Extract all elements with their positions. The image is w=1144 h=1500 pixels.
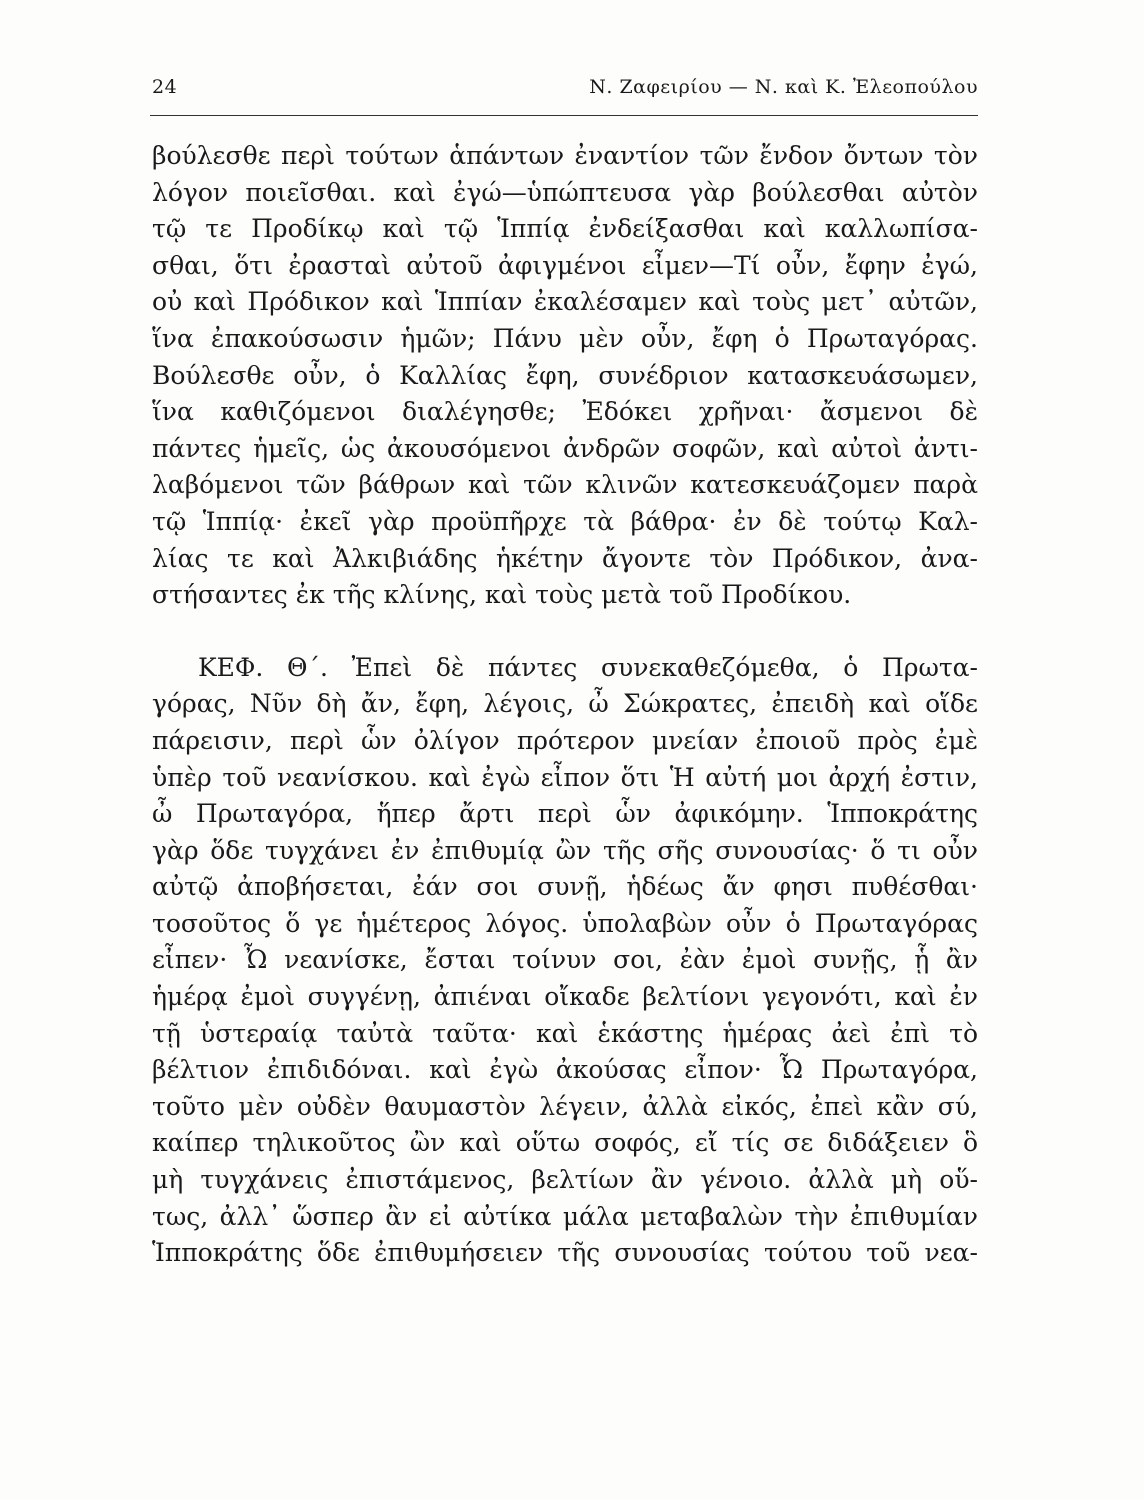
text-line: τῇ ὑστεραίᾳ ταὐτὰ ταῦτα· καὶ ἑκάστης ἡμέρας ἀεὶ ἐπὶ τὸ bbox=[152, 1018, 978, 1048]
text-line: γόρας, Νῦν δὴ ἄν, ἔφη, λέγοις, ὦ Σώκρατες, ἐπειδὴ καὶ οἵδε bbox=[152, 689, 978, 719]
text-line: γὰρ ὅδε τυγχάνει ἐν ἐπιθυμίᾳ ὢν τῆς σῆς συνουσίας· ὅ τι οὖν bbox=[152, 835, 978, 865]
text-line: τως, ἀλλ᾽ ὥσπερ ἂν εἰ αὐτίκα μάλα μεταβαλὼν τὴν ἐπιθυμίαν bbox=[152, 1201, 978, 1231]
text-line: βέλτιον ἐπιδιδόναι. καὶ ἐγὼ ἀκούσας εἶπον· Ὦ Πρωταγόρα, bbox=[152, 1055, 978, 1085]
text-line: τοσοῦτος ὅ γε ἡμέτερος λόγος. ὑπολαβὼν οὖν ὁ Πρωταγόρας bbox=[152, 908, 978, 938]
header-rule bbox=[150, 115, 978, 116]
text-line: ἡμέρᾳ ἐμοὶ συγγένῃ, ἀπιέναι οἴκαδε βελτίονι γεγονότι, καὶ ἐν bbox=[152, 982, 978, 1012]
text-line: ἵνα ἐπακούσωσιν ἡμῶν; Πάνυ μὲν οὖν, ἔφη ὁ Πρωταγόρας. bbox=[152, 323, 978, 353]
text-line: μὴ τυγχάνεις ἐπιστάμενος, βελτίων ἂν γένοιο. ἀλλὰ μὴ οὕ- bbox=[152, 1165, 978, 1195]
text-line: πάντες ἡμεῖς, ὡς ἀκουσόμενοι ἀνδρῶν σοφῶν, καὶ αὐτοὶ ἀντι- bbox=[152, 433, 978, 463]
text-line: στήσαντες ἐκ τῆς κλίνης, καὶ τοὺς μετὰ τοῦ Προδίκου. bbox=[152, 580, 852, 610]
text-line: τῷ Ἱππίᾳ· ἐκεῖ γὰρ προϋπῆρχε τὰ βάθρα· ἐν δὲ τούτῳ Καλ- bbox=[152, 506, 978, 536]
paragraph-1 bbox=[152, 138, 978, 614]
running-title: Ν. Ζαφειρίου — Ν. καὶ Κ. Ἐλεοπούλου bbox=[589, 76, 978, 98]
chapter-heading-line: ΚΕΦ. Θ΄. Ἐπεὶ δὲ πάντες συνεκαθεζόμεθα, ὁ Πρωτα- bbox=[198, 652, 978, 682]
text-line: πάρεισιν, περὶ ὧν ὀλίγον πρότερον μνείαν ἐποιοῦ πρὸς ἐμὲ bbox=[152, 725, 978, 755]
text-line: λίας τε καὶ Ἀλκιβιάδης ἡκέτην ἄγοντε τὸν Πρόδικον, ἀνα- bbox=[152, 543, 978, 573]
text-line: ὦ Πρωταγόρα, ἥπερ ἄρτι περὶ ὧν ἀφικόμην. Ἱπποκράτης bbox=[152, 799, 978, 829]
paragraph-gap bbox=[152, 614, 978, 650]
text-line: ἵνα καθιζόμενοι διαλέγησθε; Ἐδόκει χρῆναι· ἄσμενοι δὲ bbox=[152, 397, 978, 427]
text-line: τῷ τε Προδίκῳ καὶ τῷ Ἱππίᾳ ἐνδείξασθαι καὶ καλλωπίσα- bbox=[152, 214, 978, 244]
text-line: σθαι, ὅτι ἐρασταὶ αὐτοῦ ἀφιγμένοι εἶμεν—Τί οὖν, ἔφην ἐγώ, bbox=[152, 250, 978, 280]
running-head bbox=[152, 76, 978, 106]
text-line: αὐτῷ ἀποβήσεται, ἐάν σοι συνῇ, ἡδέως ἄν φησι πυθέσθαι· bbox=[152, 872, 978, 902]
text-line: λόγον ποιεῖσθαι. καὶ ἐγώ—ὑπώπτευσα γὰρ βούλεσθαι αὐτὸν bbox=[152, 177, 978, 207]
text-line: Ἱπποκράτης ὅδε ἐπιθυμήσειεν τῆς συνουσίας τούτου τοῦ νεα- bbox=[152, 1238, 978, 1268]
text-line: τοῦτο μὲν οὐδὲν θαυμαστὸν λέγειν, ἀλλὰ εἰκός, ἐπεὶ κἂν σύ, bbox=[152, 1091, 978, 1121]
text-line: βούλεσθε περὶ τούτων ἁπάντων ἐναντίον τῶν ἔνδον ὄντων τὸν bbox=[152, 141, 978, 170]
page-number: 24 bbox=[152, 76, 178, 98]
body-text bbox=[152, 138, 978, 1272]
text-line: ὑπὲρ τοῦ νεανίσκου. καὶ ἐγὼ εἶπον ὅτι Ἡ αὐτή μοι ἀρχή ἐστιν, bbox=[152, 762, 978, 792]
text-line: καίπερ τηλικοῦτος ὢν καὶ οὕτω σοφός, εἴ τίς σε διδάξειεν ὃ bbox=[152, 1128, 978, 1158]
paragraph-2 bbox=[152, 650, 978, 1272]
text-line: εἶπεν· Ὦ νεανίσκε, ἔσται τοίνυν σοι, ἐὰν ἐμοὶ συνῇς, ᾗ ἂν bbox=[152, 945, 978, 975]
text-line: λαβόμενοι τῶν βάθρων καὶ τῶν κλινῶν κατεσκευάζομεν παρὰ bbox=[152, 470, 978, 500]
text-line: οὐ καὶ Πρόδικον καὶ Ἱππίαν ἐκαλέσαμεν καὶ τοὺς μετ᾽ αὐτῶν, bbox=[152, 287, 978, 317]
text-line: Βούλεσθε οὖν, ὁ Καλλίας ἔφη, συνέδριον κατασκευάσωμεν, bbox=[152, 360, 978, 390]
